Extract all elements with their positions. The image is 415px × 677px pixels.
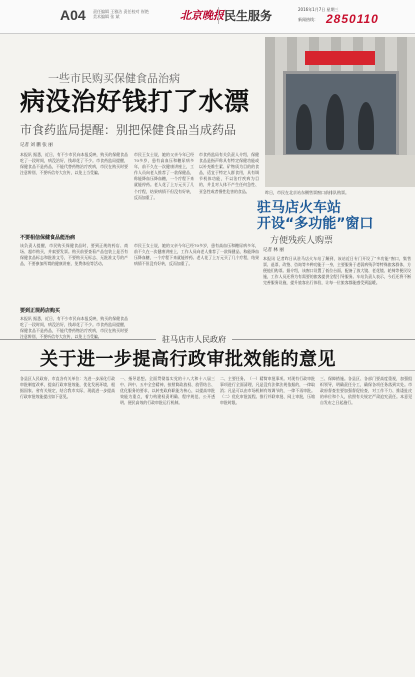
person-silhouette xyxy=(296,104,312,150)
side-headline-line: 驻马店火车站 xyxy=(257,200,341,216)
issue-date: 2016年1月7日 星期三 xyxy=(298,7,339,12)
hotline-label: 新闻热线： xyxy=(298,17,318,22)
masthead xyxy=(0,0,415,34)
article-subheading: 不要相信保健食品能治病 xyxy=(20,235,76,241)
article-column: 本报讯 据悉，近日，有不少市民向本报反映，购买的保健食品吃了一段时间，病没治好，钱却花了不少。市食药监局提醒，保健食品不是药品，不能代替药物治疗疾病，市民在购买时要注意辨别，不要听信夸大宣传，以免上当受骗。 xyxy=(20,316,128,340)
main-kicker: 一些市民购买保健食品治病 xyxy=(48,72,180,85)
side-subhead: 方便残疾人购票 xyxy=(270,236,334,246)
editor-line: 责任编辑 王雅洁 责任校对 崔艳 xyxy=(93,9,149,14)
document-column: 一、指导思想。全面贯彻落实党的十八大和十八届三中、四中、五中全会精神，按照简政放权、放管结合、优化服务的要求，以转变政府职能为核心，以提高审批效能为重点，着力构建权责明确、程序规范、公开透明、便民高效的行政审批运行机制。 xyxy=(120,376,215,406)
section-title: 民生服务 xyxy=(218,7,272,24)
person-silhouette xyxy=(326,94,344,150)
ticket-counter xyxy=(265,155,415,187)
editor-credits xyxy=(93,9,183,19)
article-column: 市食药监局有关负责人介绍，保健食品是指声称具有特定保健功能或以补充维生素、矿物质为目的的食品，适宜于特定人群食用，具有调节机体功能，不以治疗疾病为目的，并且对人体不产生任何急性、亚急性或者慢性危害的食品。 xyxy=(199,152,259,194)
side-headline xyxy=(257,200,373,232)
article-column: 本报讯 据悉，近日，有不少市民向本报反映，购买的保健食品吃了一段时间，病没治好，钱却花了不少。市食药监局提醒，保健食品不是药品，不能代替药物治疗疾病，市民在购买时要注意辨别，不要听信夸大宣传，以免上当受骗。 xyxy=(20,152,128,176)
photo-sign xyxy=(305,51,375,65)
hotline-number: 2850110 xyxy=(326,12,379,26)
paper-name: 北京晚报 xyxy=(180,9,224,22)
bottom-headline: 关于进一步提高行政审批效能的意见 xyxy=(40,349,336,370)
side-article-column: 本报讯 记者昨日从驻马店火车站了解到，该站近日专门开设了“多功能”窗口，集售票、退票、改签、咨询等多种功能于一身，主要服务于老弱病残孕等特殊旅客群体，方便他们购票。据介绍，该窗口设置了低位台面，配备了放大镜、老花镜、轮椅等便民设施，工作人员还将为有需要的旅客提供全程引导服务。车站负责人表示，今后还将不断完善服务设施，提升旅客出行体验，让每一位旅客都能感受到温暖。 xyxy=(263,256,411,286)
document-column: 二、主要任务。（一）精简审批事项。对现有行政审批事项进行全面清理，凡是没有法律法规依据的，一律取消；凡是可以由市场机制有效调节的，一律不再审批。（二）优化审批流程。推行并联审批、网上审批，压缩审批时限。 xyxy=(220,376,315,406)
document-column: 各县区人民政府，市直各有关单位：为进一步深化行政审批制度改革，提高行政审批效能，优化发展环境，根据国家、省有关规定，结合我市实际，现就进一步提高行政审批效能提出如下意见。 xyxy=(20,376,115,400)
page-number: A04 xyxy=(60,7,86,23)
station-photo xyxy=(265,37,415,187)
side-headline-line: 开设“多功能”窗口 xyxy=(257,216,374,232)
document-column: 三、保障措施。各县区、各部门要高度重视，加强组织领导，明确责任分工，确保各项任务落到实处。市政府督查室要加强督促检查，对工作不力、推诿扯皮的单位和个人，依照有关规定严肃追究责任。本意见自发布之日起施行。 xyxy=(320,376,412,406)
article-column: 该负责人提醒，市民购买保健食品时，要到正规的药店、商场、超市购买，并索要发票。购买前要查看产品包装上是否有保健食品标志和批准文号，不要购买无标志、无批准文号的产品，不要参加所谓的健康讲座、免费体检等活动。 xyxy=(20,243,128,267)
main-headline: 病没治好钱打了水漂 xyxy=(20,87,250,116)
person-silhouette xyxy=(358,102,374,150)
main-subhead: 市食药监局提醒：别把保健食品当成药品 xyxy=(20,123,237,137)
photo-caption: 昨日，市民在北京站东侧售票窗口前排队购票。 xyxy=(265,190,349,195)
ticket-window xyxy=(283,71,399,157)
article-column: 市民王女士说，她的父亲今年已经70多岁，患有高血压和糖尿病多年，前不久在一次健康讲座上，工作人员向老人推荐了一款保健品，称能降血压降血糖，一个疗程下来就能停药。老人花了上万元买了几个疗程，结果病情不但没有好转，反而加重了。 xyxy=(134,152,194,200)
issuer-label: 驻马店市人民政府 xyxy=(156,334,232,345)
side-byline: 记者 林 丽 xyxy=(263,248,284,253)
editor-line: 美术编辑 张 斌 xyxy=(93,14,120,19)
article-subheading: 要到正规药店购买 xyxy=(20,308,61,314)
main-byline: 记者 刘 鹏 张 丽 xyxy=(20,143,53,148)
headline-rule xyxy=(20,370,415,371)
article-column: 市民王女士说，她的父亲今年已经70多岁，患有高血压和糖尿病多年，前不久在一次健康讲座上，工作人员向老人推荐了一款保健品，称能降血压降血糖，一个疗程下来就能停药。老人花了上万元买了几个疗程，结果病情不但没有好转，反而加重了。 xyxy=(134,243,259,267)
